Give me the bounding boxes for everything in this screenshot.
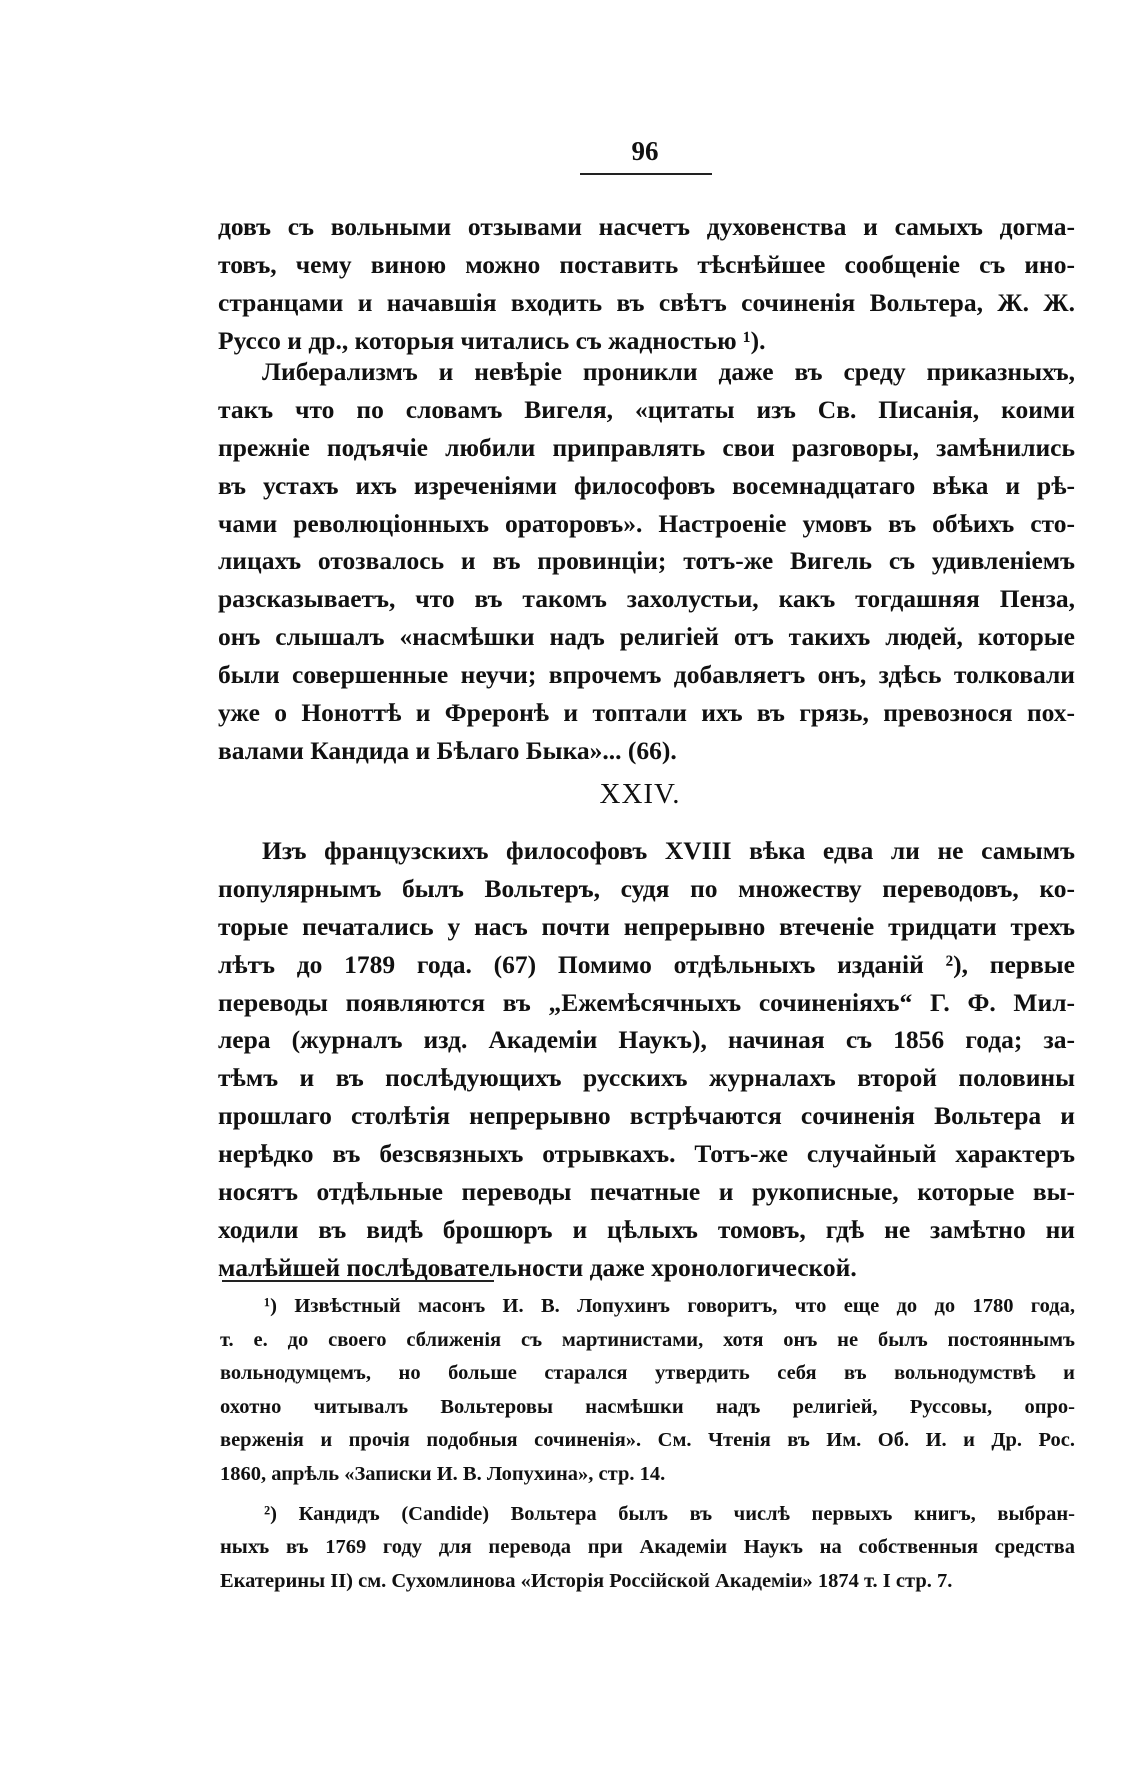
text-line: странцами и начавшія входить въ свѣтъ сочиненія Вольтера, Ж. Ж. <box>218 287 1075 317</box>
footnote-rule <box>222 1280 494 1282</box>
text-line: тѣмъ и въ послѣдующихъ русскихъ журналахъ второй половины <box>218 1063 1075 1093</box>
text-line: носятъ отдѣльные переводы печатные и рукописные, которые вы- <box>218 1177 1075 1207</box>
footnote-line: т. е. до своего сближенія съ мартинистами, хотя онъ не былъ постояннымъ <box>220 1328 1075 1351</box>
paragraph-1 <box>218 208 1075 360</box>
text-line: Изъ французскихъ философовъ XVIII вѣка едва ли не самымъ <box>262 836 1075 865</box>
footnote-line: ныхъ въ 1769 году для перевода при Академіи Наукъ на собственныя средства <box>220 1536 1075 1559</box>
header-rule <box>580 173 712 175</box>
footnote-line: верженія и прочія подобныя сочиненія». См. Чтенія въ Им. Об. И. и Др. Рос. <box>220 1429 1075 1452</box>
text-line: такъ что по словамъ Вигеля, «цитаты изъ Св. Писанія, коими <box>218 394 1075 424</box>
text-line: чами революціонныхъ ораторовъ». Настроеніе умовъ въ обѣихъ сто- <box>218 508 1075 538</box>
footnote-1 <box>220 1290 1075 1492</box>
text-line: Либерализмъ и невѣріе проникли даже въ среду приказныхъ, <box>262 357 1075 386</box>
footnote-line: вольнодумцемъ, но больше старался утвердить себя въ вольнодумствѣ и <box>220 1362 1075 1385</box>
text-line: нерѣдко въ безсвязныхъ отрывкахъ. Тотъ-же случайный характеръ <box>218 1139 1075 1169</box>
footnote-line: ²) Кандидъ (Candide) Вольтера былъ въ числѣ первыхъ книгъ, выбран- <box>264 1502 1075 1525</box>
text-line: товъ, чему виною можно поставить тѣснѣйшее сообщеніе съ ино- <box>218 249 1075 279</box>
text-line: были совершенные неучи; впрочемъ добавляетъ онъ, здѣсь толковали <box>218 660 1075 690</box>
footnotes <box>220 1290 1075 1598</box>
text-line: малѣйшей послѣдовательности даже хронологической. <box>218 1252 857 1282</box>
footnote-line: ¹) Извѣстный масонъ И. В. Лопухинъ говоритъ, что еще до до 1780 года, <box>264 1295 1075 1317</box>
text-line: популярнымъ былъ Вольтеръ, судя по множеству переводовъ, ко- <box>218 873 1075 903</box>
text-line: лицахъ отозвалось и въ провинціи; тотъ-же Вигель съ удивленіемъ <box>218 546 1075 576</box>
text-line: ходили въ видѣ брошюръ и цѣлыхъ томовъ, гдѣ не замѣтно ни <box>218 1214 1075 1244</box>
footnote-2 <box>220 1498 1075 1599</box>
text-line: въ устахъ ихъ изреченіями философовъ восемнадцатаго вѣка и рѣ- <box>218 470 1075 500</box>
text-line: валами Кандида и Бѣлаго Быка»... (66). <box>218 735 677 765</box>
page-number: 96 <box>631 136 659 166</box>
text-line: торые печатались у насъ почти непрерывно втеченіе тридцати трехъ <box>218 911 1075 941</box>
text-line: довъ съ вольными отзывами насчетъ духовенства и самыхъ догма- <box>218 212 1075 241</box>
text-line: лера (журналъ изд. Академіи Наукъ), начиная съ 1856 года; за- <box>218 1025 1075 1055</box>
section-heading: XXIV. <box>599 778 681 810</box>
paragraph-3 <box>218 832 1075 1287</box>
text-line: прошлаго столѣтія непрерывно встрѣчаются сочиненія Вольтера и <box>218 1101 1075 1131</box>
footnote-line: 1860, апрѣль «Записки И. В. Лопухина», стр. 14. <box>220 1462 666 1485</box>
paragraph-2 <box>218 353 1075 770</box>
text-line: Руссо и др., которыя читались съ жадностью ¹). <box>218 325 766 355</box>
text-line: уже о Ноноттѣ и Фреронѣ и топтали ихъ въ грязь, превознося пох- <box>218 698 1075 728</box>
footnote-line: Екатерины II) см. Сухомлинова «Исторія Россійской Академіи» 1874 т. I стр. 7. <box>220 1569 953 1592</box>
text-line: онъ слышалъ «насмѣшки надъ религіей отъ такихъ людей, которые <box>218 622 1075 652</box>
text-line: прежніе подъячіе любили приправлять свои разговоры, замѣнились <box>218 432 1075 462</box>
footnote-line: охотно читывалъ Вольтеровы насмѣшки надъ религіей, Руссовы, опро- <box>220 1395 1075 1418</box>
text-line: переводы появляются въ „Ежемѣсячныхъ сочиненіяхъ“ Г. Ф. Мил- <box>218 987 1075 1017</box>
text-line: лѣтъ до 1789 года. (67) Помимо отдѣльныхъ изданій ²), первые <box>218 949 1075 979</box>
text-line: разсказываетъ, что въ такомъ захолустьи, какъ тогдашняя Пенза, <box>218 584 1075 614</box>
